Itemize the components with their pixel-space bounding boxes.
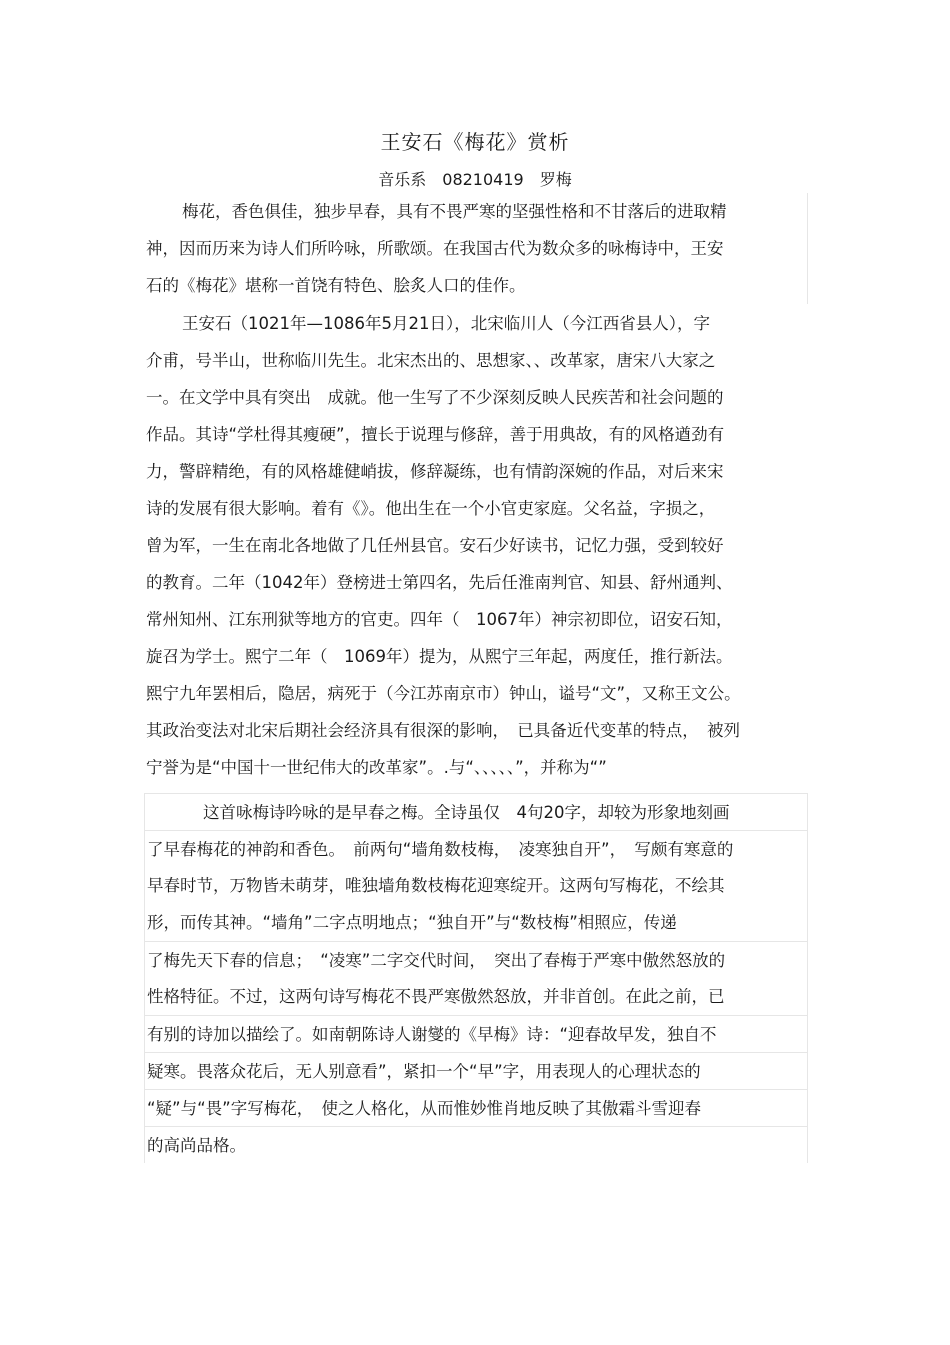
document-byline: 音乐系 08210419 罗梅 [378,170,572,189]
text-line: 作品。其诗“学杜得其瘦硬”，擅长于说理与修辞，善于用典故，有的风格遒劲有 [146,425,725,444]
text-line: 这首咏梅诗吟咏的是早春之梅。全诗虽仅 4句20字，却较为形象地刻画 [144,793,808,830]
text-line: 有别的诗加以描绘了。如南朝陈诗人谢燮的《早梅》诗：“迎春故早发，独自不 [144,1015,808,1052]
text-line: 力，警辟精绝，有的风格雄健峭拔，修辞凝练，也有情韵深婉的作品，对后来宋 [146,462,724,481]
text-line: 王安石（1021年—1086年5月21日），北宋临川人（今江西省县人），字 [182,314,710,333]
text-line: 曾为军，一生在南北各地做了几任州县官。安石少好读书，记忆力强，受到较好 [146,536,724,555]
text-line: 其政治变法对北宋后期社会经济具有很深的影响， 已具备近代变革的特点， 被列 [146,721,740,740]
text-line: 了早春梅花的神韵和香色。 前两句“墙角数枝梅， 凌寒独自开”， 写颇有寒意的 [144,830,808,867]
text-line: 诗的发展有很大影响。着有《》。他出生在一个小官吏家庭。父名益，字损之， [146,499,716,518]
text-line: 疑寒。畏落众花后，无人别意看”，紧扣一个“早”字，用表现人的心理状态的 [144,1052,808,1089]
text-line: 的高尚品格。 [144,1126,808,1163]
text-line: 一。在文学中具有突出 成就。他一生写了不少深刻反映人民疾苦和社会问题的 [146,388,724,407]
text-line: 宁誉为是“中国十一世纪伟大的改革家”。.与“、、、、、”，并称为“” [146,758,607,777]
text-line: 神，因而历来为诗人们所吟咏，所歌颂。在我国古代为数众多的咏梅诗中，王安 [144,230,808,267]
text-line: 梅花，香色俱佳，独步早春，具有不畏严寒的坚强性格和不甘落后的进取精 [144,193,808,230]
text-line: “疑”与“畏”字写梅花， 使之人格化，从而惟妙惟肖地反映了其傲霜斗雪迎春 [144,1089,808,1126]
text-line: 熙宁九年罢相后，隐居，病死于（今江苏南京市）钟山，谥号“文”，又称王文公。 [146,684,741,703]
text-line: 石的《梅花》堪称一首饶有特色、脍炙人口的佳作。 [144,267,808,304]
text-line: 的教育。二年（1042年）登榜进士第四名，先后任淮南判官、知县、舒州通判、 [146,573,733,592]
text-line: 常州知州、江东刑狱等地方的官吏。四年（ 1067年）神宗初即位，诏安石知， [146,610,733,629]
document-title: 王安石《梅花》赏析 [380,130,570,154]
text-line: 旋召为学士。熙宁二年（ 1069年）提为，从熙宁三年起，两度任，推行新法。 [146,647,733,666]
text-line: 介甫，号半山，世称临川先生。北宋杰出的、思想家、、改革家，唐宋八大家之 [146,351,716,370]
text-line: 性格特征。不过，这两句诗写梅花不畏严寒傲然怒放，并非首创。在此之前，已 [144,978,808,1015]
text-line: 了梅先天下春的信息； “凌寒”二字交代时间， 突出了春梅于严寒中傲然怒放的 [144,941,808,978]
text-line: 早春时节，万物皆未萌芽，唯独墙角数枝梅花迎寒绽开。这两句写梅花，不绘其 [144,867,808,904]
text-line: 形，而传其神。“墙角”二字点明地点；“独自开”与“数枝梅”相照应，传递 [144,904,808,941]
